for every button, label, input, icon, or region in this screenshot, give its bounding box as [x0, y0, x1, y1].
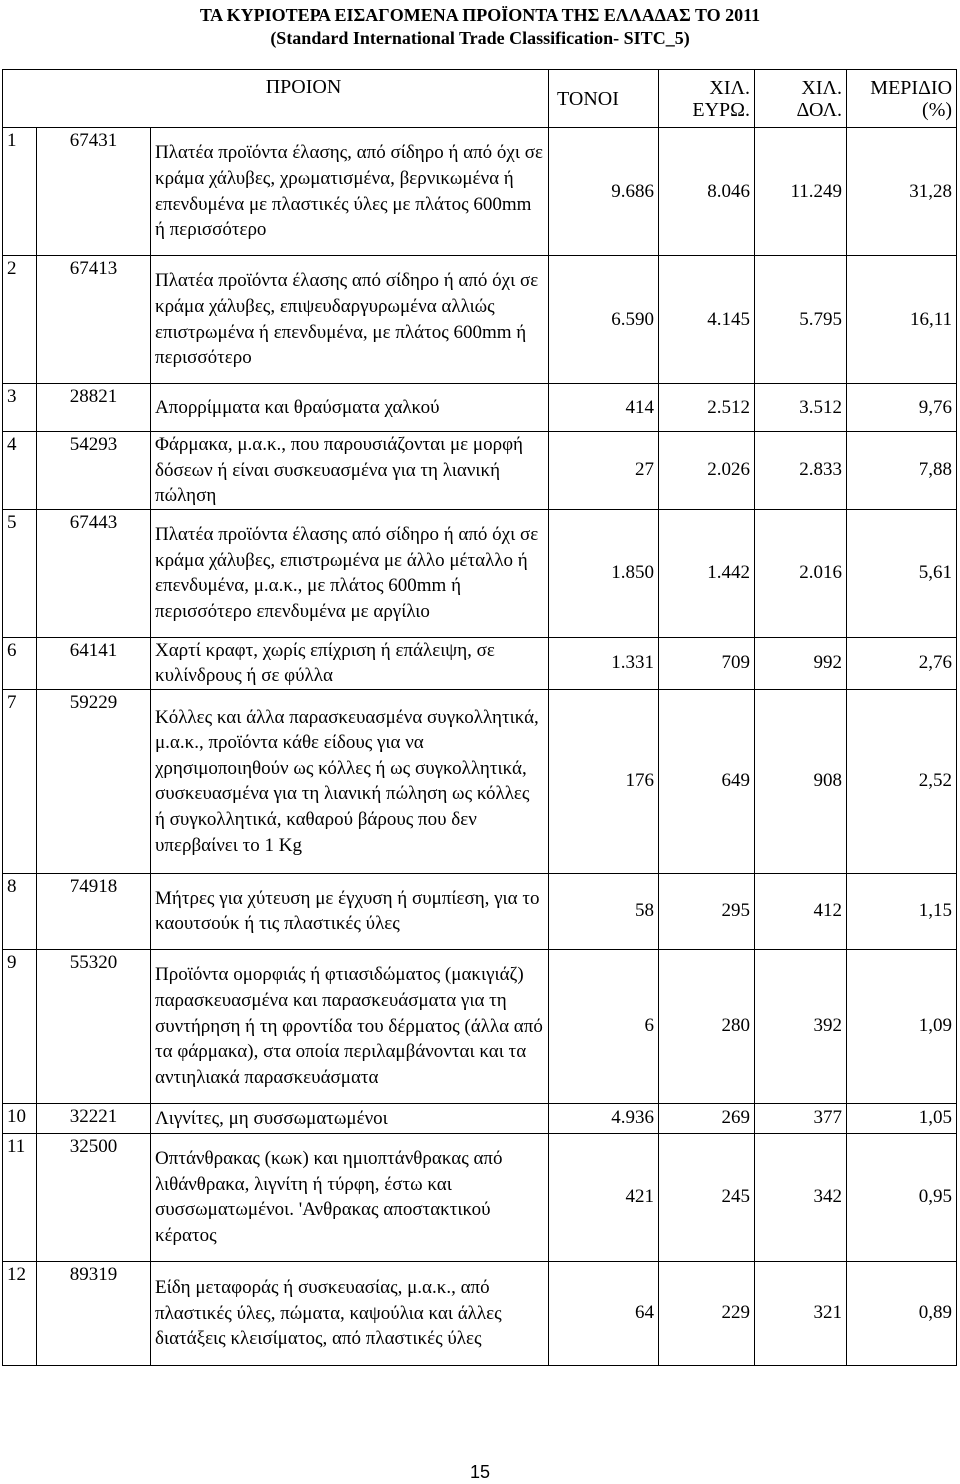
row-tons: 4.936	[549, 1103, 659, 1133]
row-tons: 9.686	[549, 128, 659, 256]
row-eur: 269	[659, 1103, 755, 1133]
row-description: Οπτάνθρακας (κωκ) και ημιοπτάνθρακας από λιθάνθρακα, λιγνίτη ή τύρφη, έστω και συσσωματωμένοι. 'Ανθρακας αποστακτικού κέρατος	[151, 1133, 549, 1261]
row-description: Φάρμακα, μ.α.κ., που παρουσιάζονται με μορφή δόσεων ή είναι συσκευασμένα για τη λιανική πώληση	[151, 432, 549, 510]
row-eur: 2.512	[659, 384, 755, 432]
row-share: 5,61	[847, 509, 957, 637]
title-line-2: (Standard International Trade Classification- SITC_5)	[270, 28, 690, 48]
row-share: 9,76	[847, 384, 957, 432]
row-tons: 64	[549, 1261, 659, 1365]
title-line-1: ΤΑ ΚΥΡΙΟΤΕΡΑ ΕΙΣΑΓΟΜΕΝΑ ΠΡΟΪΟΝΤΑ ΤΗΣ ΕΛΛΑΔΑΣ ΤΟ 2011	[199, 5, 761, 25]
row-tons: 421	[549, 1133, 659, 1261]
row-usd: 992	[755, 637, 847, 689]
row-description: Λιγνίτες, μη συσσωματωμένοι	[151, 1103, 549, 1133]
row-usd: 3.512	[755, 384, 847, 432]
table-row	[3, 509, 957, 637]
header-usd-line2: ΔΟΛ.	[796, 98, 843, 121]
table-row	[3, 873, 957, 949]
row-description: Προϊόντα ομορφιάς ή φτιασιδώματος (μακιγιάζ) παρασκευασμένα και παρασκευάσματα για τη συντήρηση ή τη φροντίδα του δέρματος (άλλα από τα φάρμακα), στα οποία περιλαμβάνονται και τα αντιηλιακά παρασκευάσματα	[151, 949, 549, 1103]
row-share: 16,11	[847, 256, 957, 384]
row-code: 67443	[37, 509, 151, 637]
row-rank: 5	[3, 509, 37, 637]
row-share: 31,28	[847, 128, 957, 256]
row-tons: 27	[549, 432, 659, 510]
row-code: 55320	[37, 949, 151, 1103]
row-share: 2,76	[847, 637, 957, 689]
row-code: 54293	[37, 432, 151, 510]
row-eur: 280	[659, 949, 755, 1103]
row-share: 0,95	[847, 1133, 957, 1261]
row-usd: 5.795	[755, 256, 847, 384]
header-tons: ΤΟΝΟΙ	[549, 70, 659, 128]
row-description: Είδη μεταφοράς ή συσκευασίας, μ.α.κ., από πλαστικές ύλες, πώματα, καψούλια και άλλες διατάξεις κλεισίματος, από πλαστικές ύλες	[151, 1261, 549, 1365]
table-row	[3, 256, 957, 384]
row-eur: 295	[659, 873, 755, 949]
row-rank: 10	[3, 1103, 37, 1133]
row-rank: 1	[3, 128, 37, 256]
table-row	[3, 949, 957, 1103]
row-usd: 2.016	[755, 509, 847, 637]
table-row	[3, 1133, 957, 1261]
row-usd: 377	[755, 1103, 847, 1133]
page-number: 15	[469, 1462, 491, 1482]
row-code: 64141	[37, 637, 151, 689]
row-usd: 908	[755, 689, 847, 873]
table-row	[3, 689, 957, 873]
row-rank: 6	[3, 637, 37, 689]
header-usd	[755, 70, 847, 128]
row-rank: 8	[3, 873, 37, 949]
table-row	[3, 637, 957, 689]
row-rank: 12	[3, 1261, 37, 1365]
row-description: Μήτρες για χύτευση με έγχυση ή συμπίεση, για το καουτσούκ ή τις πλαστικές ύλες	[151, 873, 549, 949]
row-eur: 8.046	[659, 128, 755, 256]
row-eur: 1.442	[659, 509, 755, 637]
row-code: 67431	[37, 128, 151, 256]
row-code: 89319	[37, 1261, 151, 1365]
document-title	[0, 4, 960, 50]
row-code: 28821	[37, 384, 151, 432]
row-usd: 2.833	[755, 432, 847, 510]
row-rank: 2	[3, 256, 37, 384]
header-eur-line2: ΕΥΡΩ.	[692, 98, 751, 121]
row-share: 2,52	[847, 689, 957, 873]
row-description: Χαρτί κραφτ, χωρίς επίχριση ή επάλειψη, σε κυλίνδρους ή σε φύλλα	[151, 637, 549, 689]
row-description: Πλατέα προϊόντα έλασης από σίδηρο ή από όχι σε κράμα χάλυβες, επιστρωμένα με άλλο μέταλλο ή επενδυμένα, μ.α.κ., με πλάτος 600mm ή περισσότερο επενδυμένα με αργίλιο	[151, 509, 549, 637]
row-share: 1,09	[847, 949, 957, 1103]
row-usd: 11.249	[755, 128, 847, 256]
row-usd: 321	[755, 1261, 847, 1365]
row-share: 0,89	[847, 1261, 957, 1365]
row-eur: 649	[659, 689, 755, 873]
row-eur: 2.026	[659, 432, 755, 510]
row-eur: 4.145	[659, 256, 755, 384]
row-description: Απορρίμματα και θραύσματα χαλκού	[151, 384, 549, 432]
row-tons: 1.850	[549, 509, 659, 637]
header-eur-line1: ΧΙΛ.	[709, 76, 751, 99]
header-product: ΠΡΟΙΟΝ	[3, 70, 549, 128]
row-share: 1,05	[847, 1103, 957, 1133]
header-share-line2: (%)	[922, 98, 953, 121]
row-share: 7,88	[847, 432, 957, 510]
header-share-line1: ΜΕΡΙΔΙΟ	[870, 76, 953, 99]
row-description: Πλατέα προϊόντα έλασης, από σίδηρο ή από όχι σε κράμα χάλυβες, χρωματισμένα, βερνικωμένα ή επενδυμένα με πλαστικές ύλες με πλάτος 600mm ή περισσότερο	[151, 128, 549, 256]
row-code: 32500	[37, 1133, 151, 1261]
row-usd: 342	[755, 1133, 847, 1261]
row-code: 67413	[37, 256, 151, 384]
row-rank: 4	[3, 432, 37, 510]
table-row	[3, 128, 957, 256]
row-tons: 1.331	[549, 637, 659, 689]
row-code: 74918	[37, 873, 151, 949]
row-eur: 229	[659, 1261, 755, 1365]
row-description: Κόλλες και άλλα παρασκευασμένα συγκολλητικά, μ.α.κ., προϊόντα κάθε είδους για να χρησιμοποιηθούν ως κόλλες ή ως συγκολλητικά, συσκευασμένα για τη λιανική πώληση ως κόλλες ή συγκολλητικά, καθαρού βάρους που δεν υπερβαίνει το 1 Kg	[151, 689, 549, 873]
row-code: 32221	[37, 1103, 151, 1133]
table-row	[3, 432, 957, 510]
table-row	[3, 1103, 957, 1133]
row-usd: 412	[755, 873, 847, 949]
header-share	[847, 70, 957, 128]
imports-table	[2, 69, 957, 1366]
row-eur: 709	[659, 637, 755, 689]
row-rank: 9	[3, 949, 37, 1103]
row-tons: 414	[549, 384, 659, 432]
row-share: 1,15	[847, 873, 957, 949]
row-eur: 245	[659, 1133, 755, 1261]
row-rank: 7	[3, 689, 37, 873]
table-row	[3, 1261, 957, 1365]
row-description: Πλατέα προϊόντα έλασης από σίδηρο ή από όχι σε κράμα χάλυβες, επιψευδαργυρωμένα αλλιώς επιστρωμένα ή επενδυμένα, με πλάτος 600mm ή περισσότερο	[151, 256, 549, 384]
table-row	[3, 384, 957, 432]
row-usd: 392	[755, 949, 847, 1103]
row-tons: 6.590	[549, 256, 659, 384]
header-eur	[659, 70, 755, 128]
header-usd-line1: ΧΙΛ.	[801, 76, 843, 99]
row-code: 59229	[37, 689, 151, 873]
table-header-row	[3, 70, 957, 128]
row-rank: 11	[3, 1133, 37, 1261]
row-tons: 58	[549, 873, 659, 949]
row-rank: 3	[3, 384, 37, 432]
row-tons: 6	[549, 949, 659, 1103]
row-tons: 176	[549, 689, 659, 873]
